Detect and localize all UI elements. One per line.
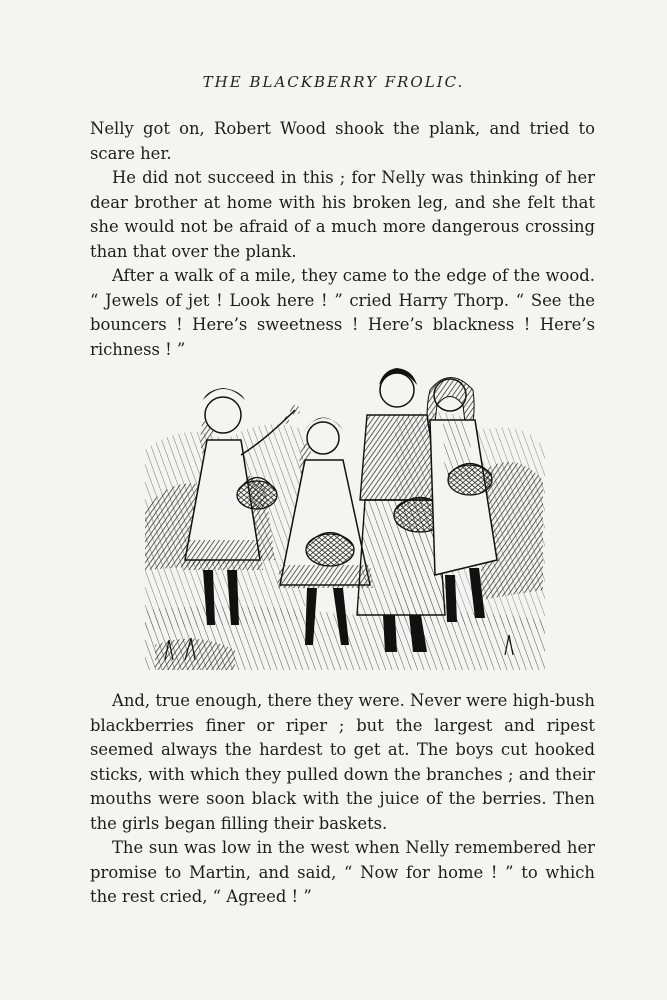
paragraph: He did not succeed in this ; for Nelly was thinking of her dear brother at home with his broken leg, and she felt that she would not be afraid of a much more dangerous crossing than that over the plank.	[90, 168, 595, 261]
engraving-illustration	[145, 360, 545, 670]
paragraph: Nelly got on, Robert Wood shook the plank, and tried to scare her.	[90, 119, 595, 163]
girls-with-baskets-icon	[145, 360, 545, 670]
running-head: THE BLACKBERRY FROLIC.	[202, 73, 465, 91]
text-block-top	[90, 117, 595, 362]
paragraph: After a walk of a mile, they came to the edge of the wood. “ Jewels of jet ! Look here ! ” cried Harry Thorp. “ See the bouncers ! Here’s sweetness ! Here’s blackness ! Here’s richness ! ”	[90, 266, 595, 359]
paragraph: And, true enough, there they were. Never were high-bush blackberries finer or riper ; but the largest and ripest seemed always the hardest to get at. The boys cut hooked sticks, with which they pulled down the branches ; and their mouths were soon black with the juice of the berries. Then the girls began filling their baskets.	[90, 691, 595, 833]
paragraph: The sun was low in the west when Nelly remembered her promise to Martin, and said, “ Now for home ! ” to which the rest cried, “ Agreed ! ”	[90, 838, 595, 906]
text-block-bottom	[90, 689, 595, 910]
